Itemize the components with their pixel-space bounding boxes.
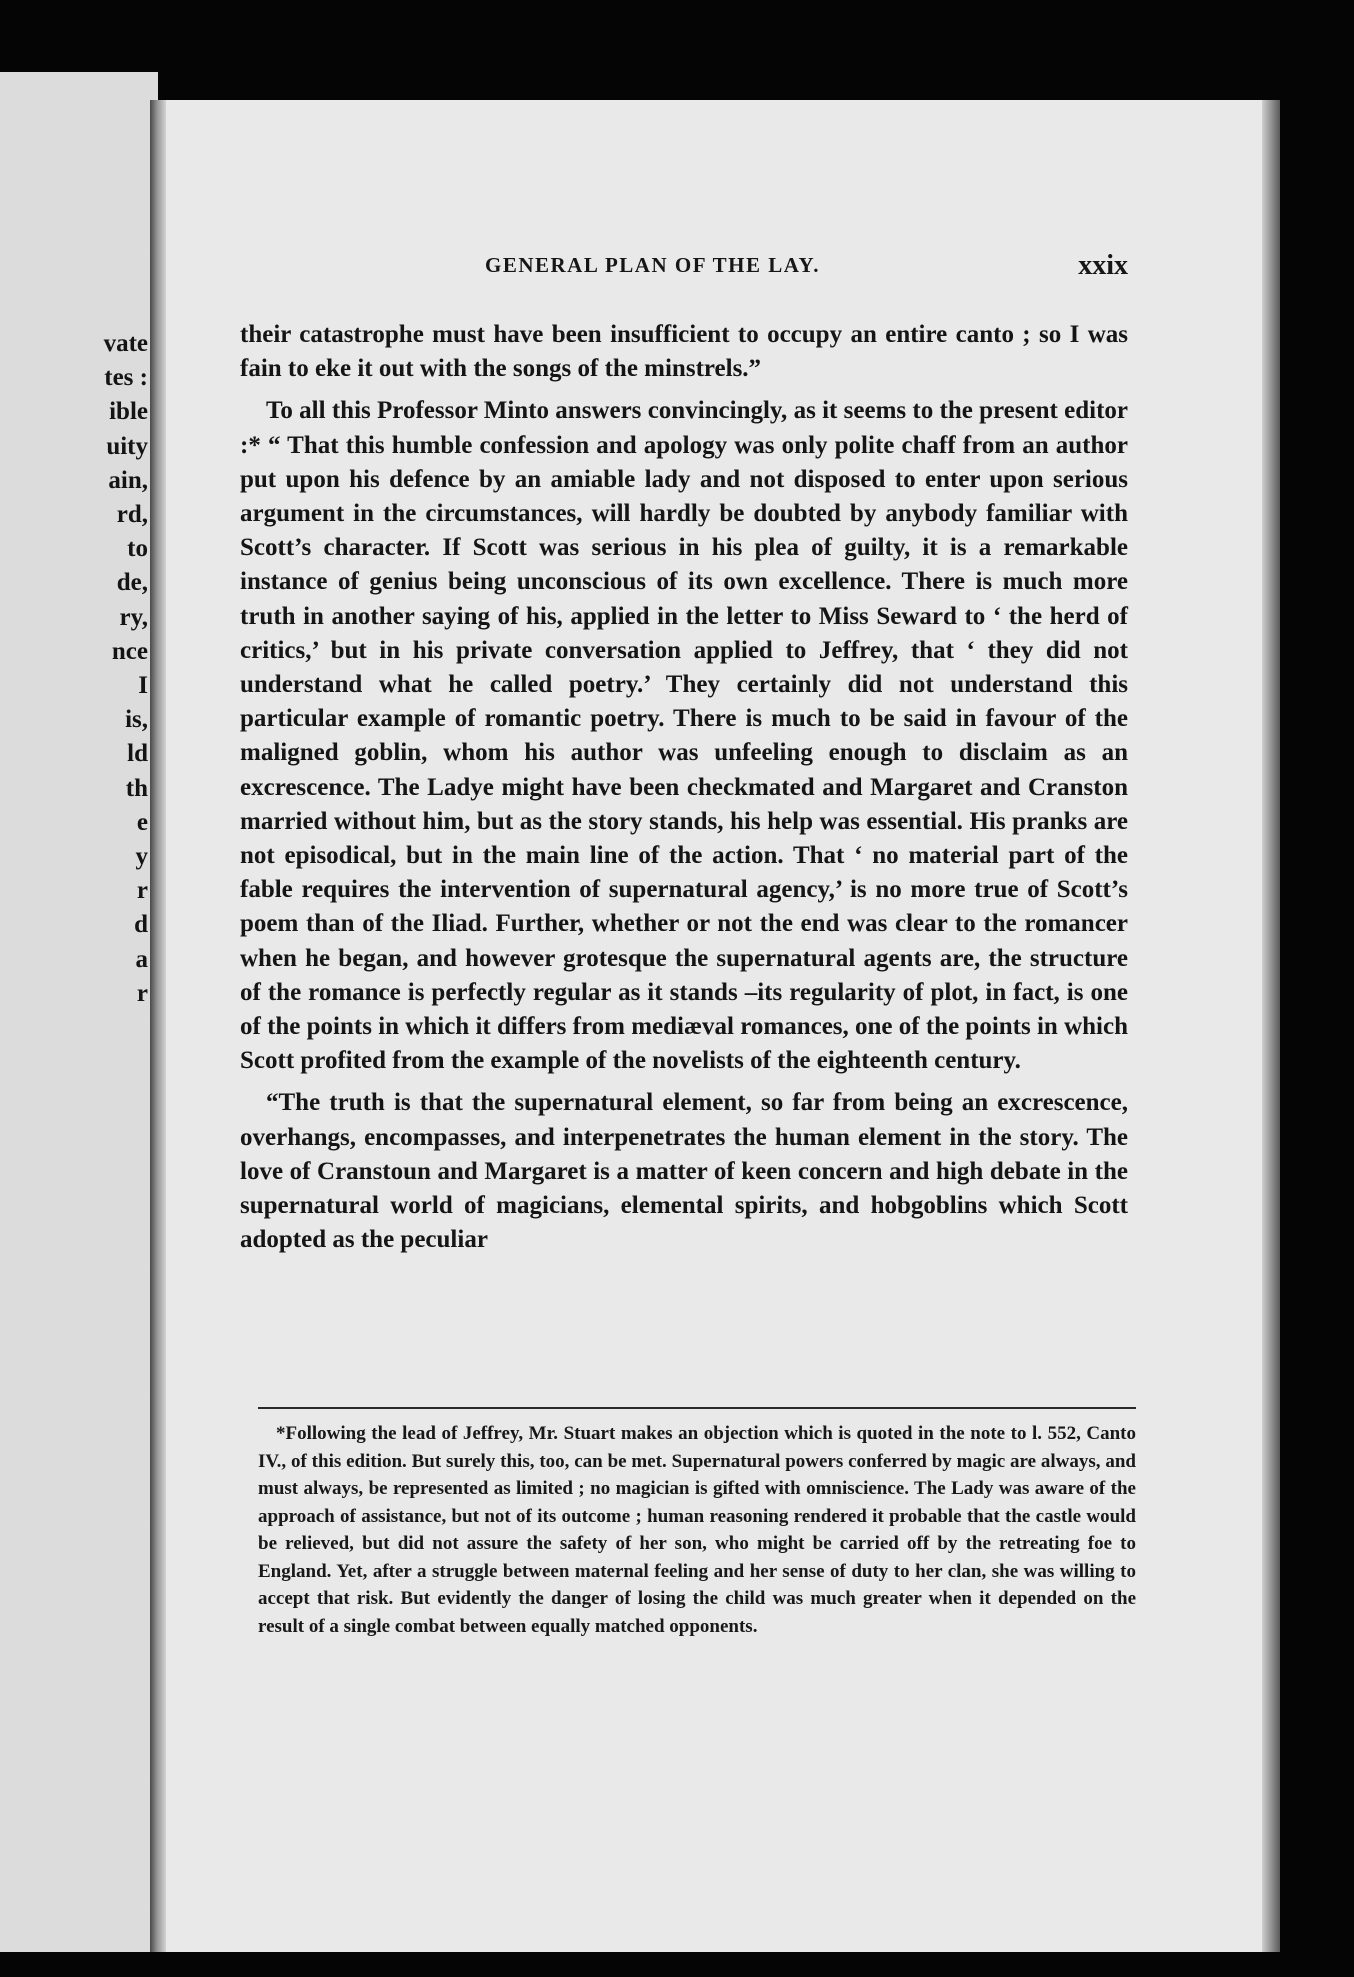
page-header — [0, 250, 1128, 283]
left-edge-fragment: ld — [127, 740, 148, 768]
left-edge-fragment: ry, — [119, 603, 148, 631]
paragraph: their catastrophe must have been insufficient to occupy an entire canto ; so I was fain to eke it out with the songs of the minstrels.” — [240, 321, 1128, 383]
footnote — [258, 1420, 1136, 1640]
left-page — [0, 72, 158, 1952]
body-text — [240, 318, 1128, 1257]
left-edge-fragment: rd, — [116, 501, 148, 529]
running-head: GENERAL PLAN OF THE LAY. — [485, 253, 820, 277]
left-edge-fragment: th — [125, 774, 148, 802]
page-number: xxix — [1078, 250, 1128, 281]
left-edge-fragment: is, — [125, 706, 148, 734]
left-edge-fragment: r — [136, 979, 148, 1007]
page-edge-shadow — [1262, 100, 1280, 1952]
paragraph: “The truth is that the supernatural element, so far from being an excrescence, overhangs, encompasses, and interpenetrates the human element in the story. The love of Cranstoun and Margaret is a matter of keen concern and high debate in the supernatural world of magicians, elemental spirits, and hobgoblins which Scott adopted as the peculiar — [240, 1089, 1128, 1254]
left-edge-fragment: I — [138, 672, 148, 700]
left-page-edge-text — [104, 327, 148, 1011]
left-edge-fragment: d — [134, 911, 148, 939]
left-edge-fragment: ible — [109, 398, 148, 426]
left-edge-fragment: e — [136, 808, 148, 836]
footnote-divider — [258, 1407, 1136, 1409]
paragraph: To all this Professor Minto answers convincingly, as it seems to the present editor :* “ That this humble confession and apology was only polite chaff from an author put upon his defence by an amiable lady and not disposed to enter upon serious argument in the circumstances, will hardly be doubted by anybody familiar with Scott’s character. If Scott was serious in his plea of guilty, it is a remarkable instance of genius being unconscious of its own excellence. There is much more truth in another saying of his, applied in the letter to Miss Seward to ‘ the herd of critics,’ but in his private conversation applied to Jeffrey, that ‘ they did not understand what he called poetry.’ They certainly did not understand this particular example of romantic poetry. There is much to be said in favour of the maligned goblin, whom his author was unfeeling enough to disclaim as an excrescence. The Ladye might have been checkmated and Margaret and Cranston married without him, but as the story stands, his help was essential. His pranks are not episodical, but in the main line of the action. That ‘ no material part of the fable requires the intervention of supernatural agency,’ is no more true of Scott’s poem than of the Iliad. Further, whether or not the end was clear to the romancer when he began, and however grotesque the supernatural agents are, the structure of the romance is perfectly regular as it stands –its regularity of plot, in fact, is one of the points in which it differs from mediæval romances, one of the points in which Scott profited from the example of the novelists of the eighteenth century. — [240, 397, 1128, 1075]
left-edge-fragment: nce — [111, 637, 148, 665]
left-edge-fragment: a — [135, 945, 148, 973]
left-edge-fragment: uity — [106, 432, 148, 460]
left-edge-fragment: vate — [103, 330, 148, 357]
left-edge-fragment: to — [127, 535, 148, 563]
left-edge-fragment: r — [136, 877, 148, 905]
left-edge-fragment: tes : — [104, 364, 148, 392]
left-edge-fragment: de, — [116, 569, 148, 597]
footnote-paragraph: *Following the lead of Jeffrey, Mr. Stuart makes an objection which is quoted in the note to l. 552, Canto IV., of this edition. But surely this, too, can be met. Supernatural powers conferred by magic are always, and must always, be represented as limited ; no magician is gifted with omniscience. The Lady was aware of the approach of assistance, but not of its outcome ; human reasoning rendered it probable that the castle would be relieved, but did not assure the safety of her son, who might be carried off by the retreating foe to England. Yet, after a struggle between maternal feeling and her sense of duty to her clan, she was willing to accept that risk. But evidently the danger of losing the child was much greater when it depended on the result of a single combat between equally matched opponents. — [258, 1423, 1136, 1637]
left-edge-fragment: y — [135, 843, 148, 871]
left-edge-fragment: ain, — [108, 466, 148, 494]
